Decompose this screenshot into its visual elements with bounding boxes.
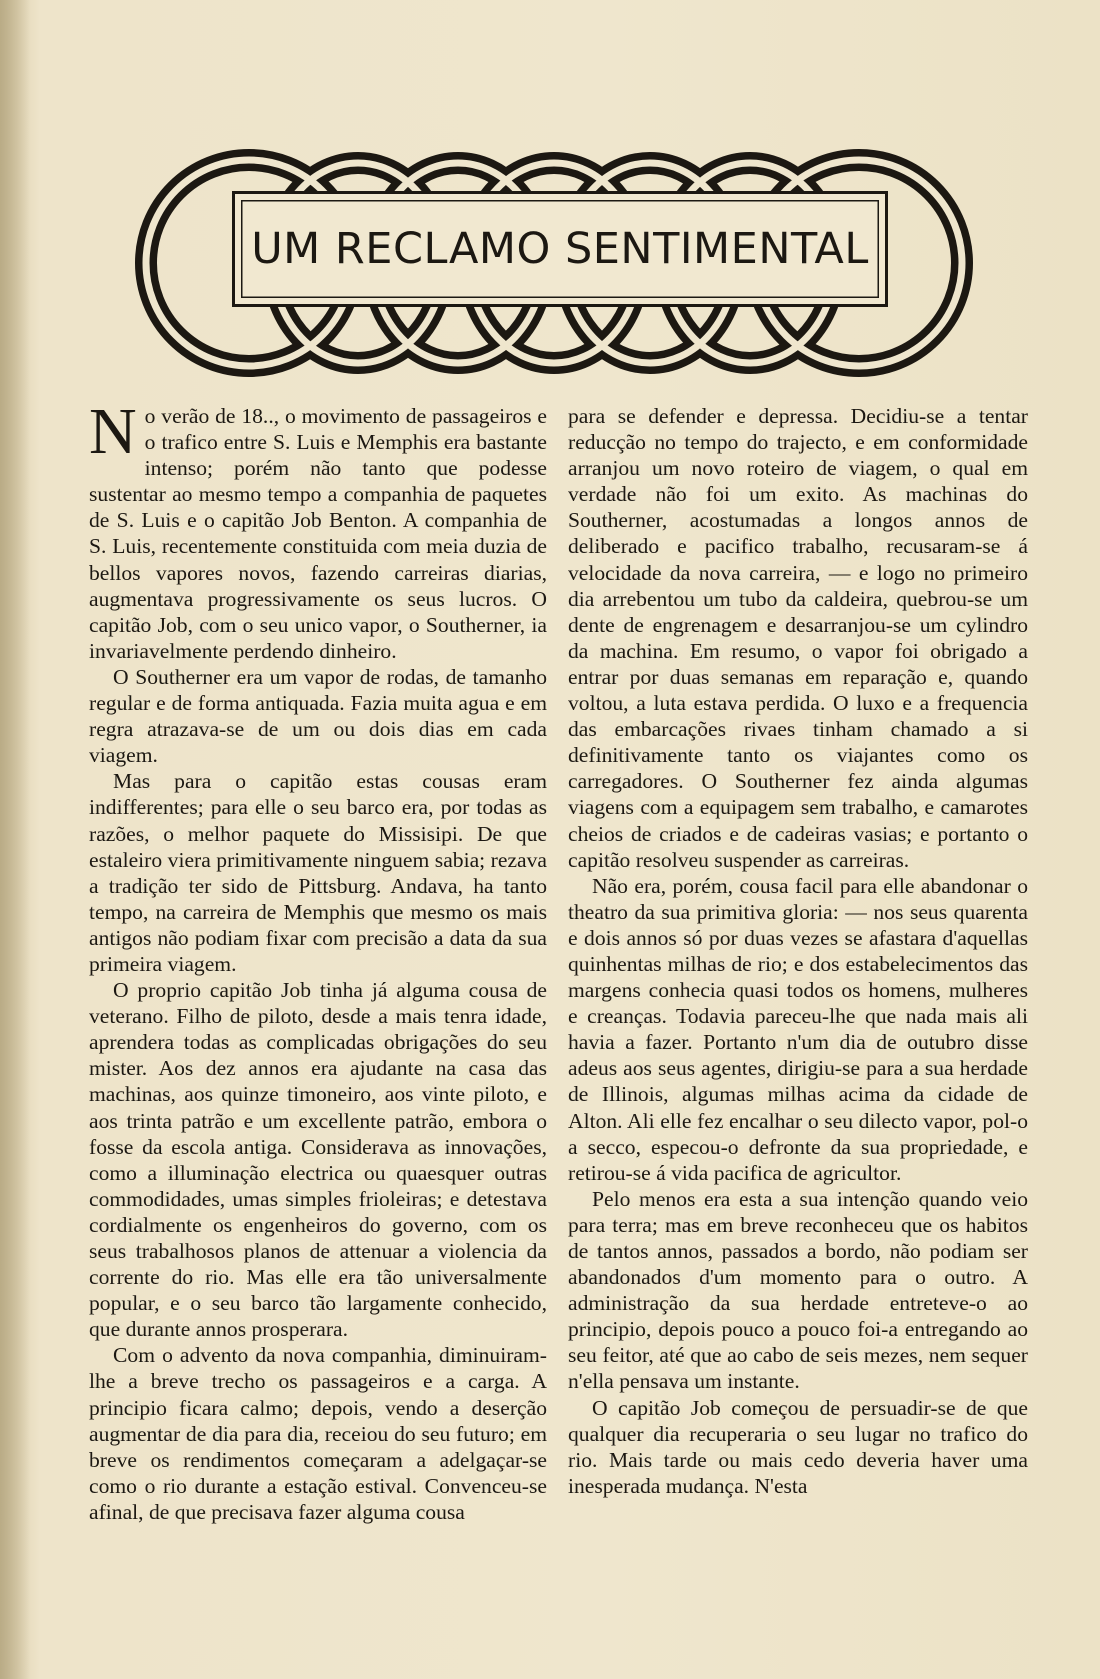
paragraph: O Southerner era um vapor de rodas, de tamanho regular e de forma antiquada. Fazia muita agua e em regra atrazava-se de um ou dois dias em cada viagem. bbox=[89, 664, 547, 768]
right-column bbox=[568, 403, 1028, 1499]
binding-shadow bbox=[0, 0, 30, 1679]
title-frame bbox=[232, 191, 888, 307]
paragraph-text: o verão de 18.., o movimento de passageiros e o trafico entre S. Luis e Memphis era bastante intenso; porém não tanto que podesse sustentar ao mesmo tempo a companhia de paquetes de S. Luis e o capitão Job Benton. A companhia de S. Luis, recentemente constituida com meia duzia de bellos vapores novos, fazendo carreiras diarias, augmentava progressivamente os seus lucros. O capitão Job, com o seu unico vapor, o Southerner, ia invariavelmente perdendo dinheiro. bbox=[89, 404, 547, 663]
drop-cap: N bbox=[89, 395, 137, 468]
article-title: UM RECLAMO SENTIMENTAL bbox=[251, 224, 869, 274]
paragraph: Mas para o capitão estas cousas eram indifferentes; para elle o seu barco era, por todas as razões, o melhor paquete do Missisipi. De que estaleiro viera primitivamente ninguem sabia; rezava a tradição ter sido de Pittsburg. Andava, ha tanto tempo, na carreira de Memphis que mesmo os mais antigos não podiam fixar com precisão a data da sua primeira viagem. bbox=[89, 769, 547, 976]
paragraph bbox=[89, 395, 547, 664]
paragraph: para se defender e depressa. Decidiu-se a tentar reducção no tempo do trajecto, e em conformidade arranjou um novo roteiro de viagem, o qual em verdade não foi um exito. As machinas do Southerner, acostumadas a longos annos de deliberado e pacifico trabalho, recusaram-se á velocidade da nova carreira, — e logo no primeiro dia arrebentou um tubo da caldeira, quebrou-se um dente de engrenagem e desarranjou-se um cylindro da machina. Em resumo, o vapor foi obrigado a entrar por duas semanas em reparação e, quando voltou, a luta estava perdida. O luxo e a frequencia das embarcações rivaes tinham chamado a si definitivamente tanto os viajantes como os carregadores. O Southerner fez ainda algumas viagens com a equipagem sem trabalho, e camarotes cheios de criados e de cadeiras vasias; e portanto o capitão resolveu suspender as carreiras. bbox=[568, 404, 1028, 872]
paragraph: Não era, porém, cousa facil para elle abandonar o theatro da sua primitiva gloria: — nos seus quarenta e dois annos só por duas vezes se afastara d'aquellas quinhentas milhas de rio; e dos estabelecimentos das margens conhecia quasi todos os homens, mulheres e creanças. Todavia pareceu-lhe que nada mais ali havia a fazer. Portanto n'um dia de outubro disse adeus aos seus agentes, dirigiu-se para a sua herdade de Illinois, algumas milhas acima da cidade de Alton. Ali elle fez encalhar o seu dilecto vapor, pol-o a secco, especou-o defronte da sua propriedade, e retirou-se á vida pacifica de agricultor. bbox=[568, 873, 1028, 1185]
paragraph: O capitão Job começou de persuadir-se de que qualquer dia recuperaria o seu lugar no trafico do rio. Mais tarde ou mais cedo deveria haver uma inesperada mudança. N'esta bbox=[568, 1395, 1028, 1498]
paragraph: Com o advento da nova companhia, diminuiram-lhe a breve trecho os passageiros e a carga. A principio ficara calmo; depois, vendo a deserção augmentar de dia para dia, receiou do seu futuro; em breve os rendimentos começaram a adelgaçar-se como o rio durante a estação estival. Convenceu-se afinal, de que precisava fazer alguma cousa bbox=[89, 1343, 547, 1524]
paragraph: O proprio capitão Job tinha já alguma cousa de veterano. Filho de piloto, desde a mais tenra idade, aprendera todas as complicadas obrigações do seu mister. Aos dez annos era ajudante na casa das machinas, aos quinze timoneiro, aos vinte piloto, e aos trinta patrão e um excellente patrão, embora o fosse da escola antiga. Considerava as innovações, como a illuminação electrica ou quaesquer outras commodidades, umas simples frioleiras; e detestava cordialmente os engenheiros do governo, com os seus trabalhosos planos de attenuar a violencia da corrente do rio. Mas elle era tão universalmente popular, e o seu barco tão largamente conhecido, que durante annos prosperara. bbox=[89, 978, 547, 1342]
paragraph: Pelo menos era esta a sua intenção quando veio para terra; mas em breve reconheceu que os habitos de tantos annos, passados a bordo, não podiam ser abandonados d'um momento para o outro. A administração da sua herdade entreteve-o ao principio, depois pouco a pouco foi-a entregando ao seu feitor, até que ao cabo de seis mezes, nem sequer n'ella pensava um instante. bbox=[568, 1186, 1028, 1394]
left-column bbox=[89, 395, 547, 1525]
